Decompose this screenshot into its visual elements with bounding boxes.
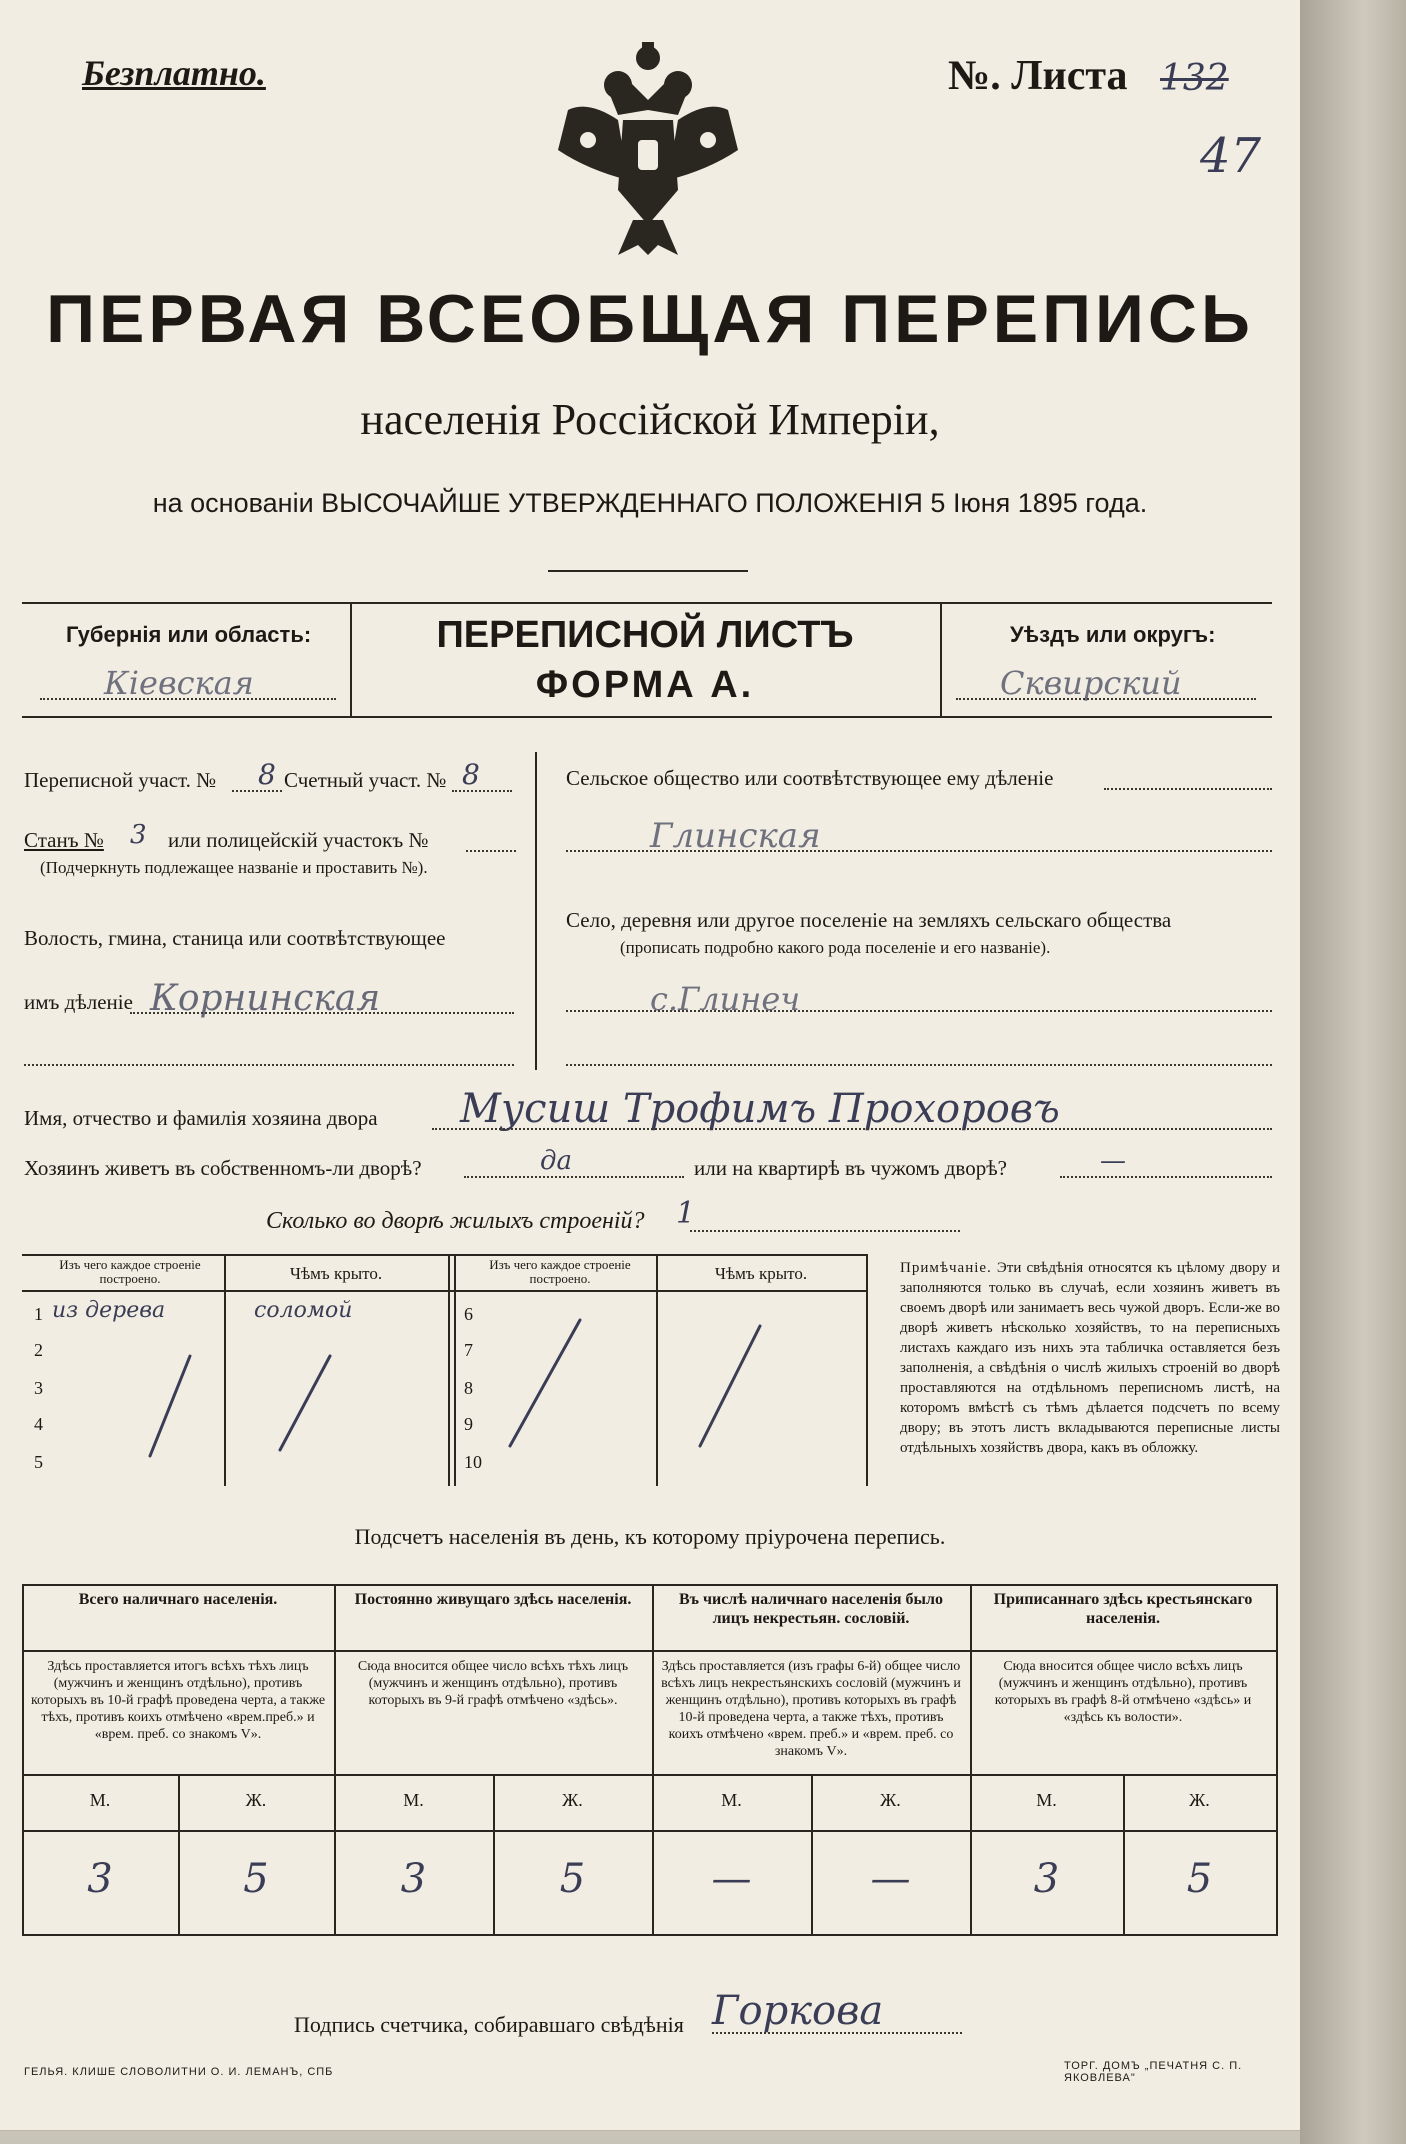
table-rule — [22, 1830, 1276, 1832]
population-column-desc: Сюда вносится общее число всѣхъ лицъ (мужчинъ и женщинъ отдѣльно), противъ которыхъ въ графѣ 8-й отмѣчено «здѣсь» и «здѣсь къ волости». — [994, 1659, 1252, 1725]
subtitle: населенія Россійской Имперіи, — [360, 395, 940, 444]
population-column-desc: Здѣсь проставляется итогъ всѣхъ тѣхъ лицъ (мужчинъ и женщинъ отдѣльно), противъ которыхъ въ 10-й графѣ проведена черта, а также тѣхъ, противъ коихъ отмѣчено «врем.преб.» и «врем. преб. со знакомъ V». — [30, 1659, 326, 1742]
population-column-title: Всего наличнаго населенія. — [78, 1591, 278, 1608]
population-column-title: Постоянно живущаго здѣсь населенія. — [354, 1591, 632, 1608]
legal-basis: на основаніи ВЫСОЧАЙШЕ УТВЕРЖДЕННАГО ПОЛОЖЕНІЯ 5 Іюня 1895 года. — [152, 488, 1148, 518]
rented-label: или на квартирѣ въ чужомъ дворѣ? — [694, 1156, 1007, 1180]
signature-value: Горкова — [712, 1988, 884, 2034]
female-count: 5 — [243, 1856, 269, 1902]
sheet-number-label: №. Листа — [948, 53, 1128, 99]
row-number: 9 — [464, 1414, 473, 1434]
row-number: 1 — [34, 1304, 43, 1324]
female-count: 5 — [1186, 1856, 1213, 1902]
owner-name-label: Имя, отчество и фамилія хозяина двора — [24, 1106, 378, 1130]
buildings-value: 1 — [676, 1196, 696, 1231]
signature-label: Подпись счетчика, собиравшаго свѣдѣнія — [294, 2012, 684, 2037]
female-count: — — [870, 1856, 911, 1902]
roof-header-right: Чѣмъ крыто. — [714, 1264, 808, 1283]
population-column-desc: Здѣсь проставляется (изъ графы 6-й) общее число всѣхъ лицъ некрестьянскихъ сословій (мужчинъ и женщинъ отдѣльно), противъ которыхъ въ графѣ 10-й проведена черта, а также тѣхъ, противъ коихъ отмѣчено «врем. преб.» и «врем. преб. со знакомъ V». — [661, 1659, 961, 1759]
police-note: (Подчеркнуть подлежащее названіе и проставить №). — [40, 858, 428, 877]
male-count: 3 — [87, 1856, 113, 1902]
police-label: или полицейскій участокъ № — [168, 828, 429, 852]
volost-value: Корнинская — [150, 978, 381, 1019]
province-value: Кiевская — [104, 664, 254, 702]
note-block — [900, 1258, 1280, 1458]
table-rule — [22, 1584, 1276, 1586]
male-count: 3 — [400, 1856, 427, 1902]
male-count: 3 — [1033, 1856, 1060, 1902]
row-number: 10 — [464, 1452, 482, 1472]
male-label: М. — [1036, 1790, 1057, 1810]
female-label: Ж. — [245, 1790, 267, 1810]
count-section-value: 8 — [462, 758, 480, 791]
female-label: Ж. — [880, 1790, 901, 1810]
female-label: Ж. — [1189, 1790, 1210, 1810]
male-label: М. — [89, 1790, 111, 1810]
buildings-label: Сколько во дворѣ жилыхъ строеній? — [266, 1208, 645, 1234]
female-count: 5 — [559, 1856, 586, 1902]
dotted-line — [712, 2032, 962, 2034]
population-column-desc: Сюда вносится общее число всѣхъ тѣхъ лицъ (мужчинъ и женщинъ отдѣльно), противъ которыхъ въ 9-й графѣ отмѣчено «здѣсь». — [357, 1659, 629, 1708]
population-heading: Подсчетъ населенія въ день, къ которому пріурочена перепись. — [354, 1524, 946, 1549]
printer-left: ГЕЛЬЯ. КЛИШЕ СЛОВОЛИТНИ О. И. ЛЕМАНЪ, СПБ — [24, 2066, 334, 2078]
census-section-label: Переписной участ. № — [24, 768, 217, 792]
row-number: 6 — [464, 1304, 473, 1324]
form-subtitle: ФОРМА А. — [535, 664, 755, 706]
material-header-right: Изъ чего каждое строеніе построено. — [489, 1257, 631, 1286]
row-number: 2 — [34, 1340, 43, 1360]
row-number: 4 — [34, 1414, 43, 1434]
village-label: Село, деревня или другое поселеніе на земляхъ сельскаго общества — [566, 908, 1172, 932]
main-title: ПЕРВАЯ ВСЕОБЩАЯ ПЕРЕПИСЬ — [46, 281, 1254, 357]
sheet-number-struck: 132 — [1160, 58, 1229, 99]
count-section-label: Счетный участ. № — [284, 768, 447, 792]
male-count: — — [711, 1856, 752, 1902]
free-label: Безплатно. — [82, 53, 266, 93]
male-label: М. — [721, 1790, 742, 1810]
society-label: Сельское общество или соотвѣтствующее ему дѣленіе — [566, 766, 1054, 790]
table-rule — [1276, 1584, 1278, 1936]
building-material: из дерева — [52, 1298, 166, 1323]
own-yard-value: да — [540, 1146, 572, 1176]
volost-label: Волость, гмина, станица или соотвѣтствующее — [24, 926, 446, 950]
table-rule — [22, 1774, 1276, 1776]
row-number: 5 — [34, 1452, 43, 1472]
row-number: 7 — [464, 1340, 473, 1360]
row-number: 3 — [34, 1378, 43, 1398]
district-value: Сквирский — [1000, 664, 1182, 702]
sheet-number-handwritten: 47 — [1200, 128, 1262, 184]
building-roof: соломой — [254, 1298, 353, 1323]
stan-label: Станъ № — [24, 828, 104, 852]
table-rule — [22, 1650, 1276, 1652]
form-title: ПЕРЕПИСНОЙ ЛИСТЪ — [436, 614, 854, 656]
table-rule — [22, 1934, 1276, 1936]
printer-right: ТОРГ. ДОМЪ „ПЕЧАТНЯ С. П. ЯКОВЛЕВА" — [1064, 2060, 1243, 2084]
note-text: Эти свѣдѣнія относятся къ цѣлому двору и заполняются только въ случаѣ, если хозяинъ живетъ въ своемъ дворѣ или занимаетъ весь чужой дворъ. Если-же во дворѣ живетъ нѣсколько хозяйствъ, то на переписныхъ листахъ каждаго изъ нихъ эта табличка оставляется безъ заполненія, а свѣдѣнія о числѣ жилыхъ строеній во дворѣ проставляются на отдѣльномъ переписномъ листѣ, на которомъ вмѣстѣ съ тѣмъ дѣлается подсчетъ по всему двору; въ этотъ листъ вкладываются переписные листы отдѣльныхъ хозяйствъ двора, какъ въ обложку. — [900, 1260, 1281, 1456]
district-label: Уѣздъ или округъ: — [1010, 622, 1216, 647]
own-yard-label: Хозяинъ живетъ въ собственномъ-ли дворѣ? — [24, 1156, 422, 1180]
roof-header-left: Чѣмъ крыто. — [289, 1264, 383, 1283]
female-label: Ж. — [562, 1790, 583, 1810]
rented-value: — — [1100, 1146, 1126, 1176]
population-column-title: Приписаннаго здѣсь крестьянскаго населенія. — [993, 1591, 1253, 1627]
material-header-left: Изъ чего каждое строеніе построено. — [59, 1257, 201, 1286]
male-label: М. — [403, 1790, 424, 1810]
row-number: 8 — [464, 1378, 473, 1398]
society-value: Глинская — [650, 816, 821, 856]
census-section-value: 8 — [258, 758, 276, 791]
page-edge-shadow — [1300, 0, 1406, 2144]
village-note: (прописать подробно какого рода поселеніе и его названіе). — [620, 938, 1051, 957]
population-column-title: Въ числѣ наличнаго населенія было лицъ некрестьян. сословій. — [678, 1591, 944, 1627]
owner-name-value: Мусиш Трофимъ Прохоровъ — [460, 1086, 1060, 1132]
province-label: Губернія или область: — [66, 622, 312, 647]
volost-label-2: имъ дѣленіе — [24, 990, 133, 1014]
note-title: Примѣчаніе. — [900, 1260, 992, 1276]
village-value: с.Глинеч — [650, 980, 801, 1018]
stan-value: 3 — [130, 820, 147, 850]
